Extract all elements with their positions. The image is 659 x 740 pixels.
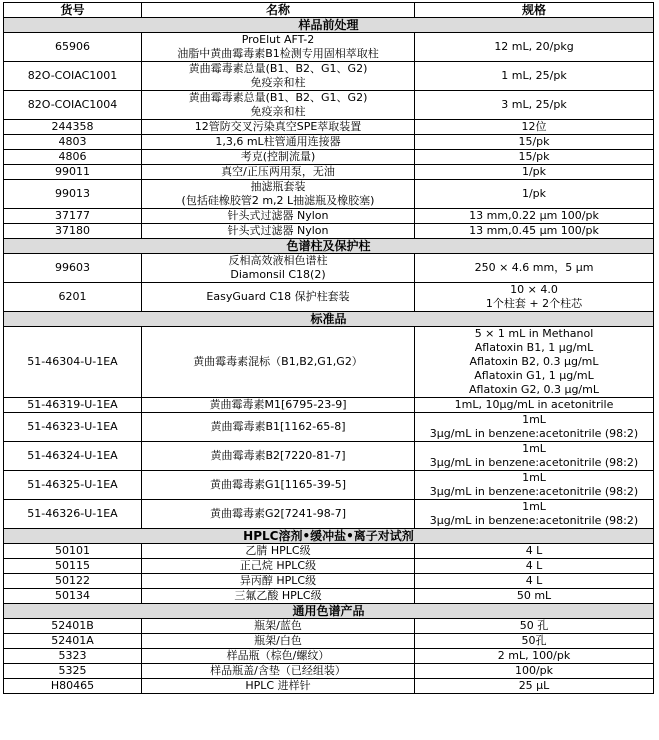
product-spec xyxy=(415,254,654,283)
table-row xyxy=(4,442,654,471)
item-number: 50122 xyxy=(4,574,142,589)
header-name: 名称 xyxy=(142,3,415,18)
product-spec xyxy=(415,165,654,180)
product-name xyxy=(142,589,415,604)
item-number: 51-46324-U-1EA xyxy=(4,442,142,471)
section-row xyxy=(4,18,654,33)
product-name xyxy=(142,442,415,471)
item-number: 52401A xyxy=(4,634,142,649)
section-row xyxy=(4,529,654,544)
product-name xyxy=(142,283,415,312)
table-row xyxy=(4,224,654,239)
table-row xyxy=(4,589,654,604)
product-spec-line: 13 mm,0.22 μm 100/pk xyxy=(469,209,599,222)
product-spec xyxy=(415,559,654,574)
table-row xyxy=(4,180,654,209)
table-body xyxy=(4,18,654,694)
item-number: 99011 xyxy=(4,165,142,180)
product-spec-line: Aflatoxin G1, 1 μg/mL xyxy=(474,369,594,382)
product-spec xyxy=(415,471,654,500)
product-name xyxy=(142,135,415,150)
table-row xyxy=(4,283,654,312)
product-name-line: ProElut AFT-2 xyxy=(241,33,315,46)
table-row xyxy=(4,254,654,283)
table-row xyxy=(4,150,654,165)
item-number: 5323 xyxy=(4,649,142,664)
product-spec-line: 250 × 4.6 mm，5 μm xyxy=(474,261,594,274)
table-row xyxy=(4,33,654,62)
product-spec xyxy=(415,327,654,398)
product-name xyxy=(142,150,415,165)
product-spec xyxy=(415,442,654,471)
table-row xyxy=(4,398,654,413)
product-spec xyxy=(415,180,654,209)
item-number: 82O-COIAC1001 xyxy=(4,62,142,91)
product-spec-line: 3μg/mL in benzene:acetonitrile (98:2) xyxy=(429,485,639,498)
product-name xyxy=(142,224,415,239)
item-number: 50134 xyxy=(4,589,142,604)
product-spec xyxy=(415,120,654,135)
product-spec-line: Aflatoxin B1, 1 μg/mL xyxy=(474,341,594,354)
product-name-line: (包括硅橡胶管2 m,2 L抽滤瓶及橡胶塞) xyxy=(181,194,375,207)
product-name-line: HPLC 进样针 xyxy=(245,679,311,692)
product-name xyxy=(142,544,415,559)
product-spec xyxy=(415,664,654,679)
product-name xyxy=(142,471,415,500)
product-spec-line: 50 mL xyxy=(516,589,552,602)
product-name xyxy=(142,209,415,224)
product-name-line: 黄曲霉毒素B2[7220-81-7] xyxy=(210,449,346,462)
product-name-line: 12管防交叉污染真空SPE萃取装置 xyxy=(194,120,362,133)
product-name xyxy=(142,574,415,589)
item-number: H80465 xyxy=(4,679,142,694)
product-spec-line: 3μg/mL in benzene:acetonitrile (98:2) xyxy=(429,456,639,469)
product-spec xyxy=(415,33,654,62)
item-number: 4806 xyxy=(4,150,142,165)
product-spec-line: 1个柱套 + 2个柱芯 xyxy=(485,297,583,310)
section-title: 通用色谱产品 xyxy=(4,604,654,619)
product-spec-line: 1mL, 10μg/mL in acetonitrile xyxy=(454,398,614,411)
product-spec xyxy=(415,544,654,559)
section-title: 色谱柱及保护柱 xyxy=(4,239,654,254)
product-spec xyxy=(415,413,654,442)
product-name xyxy=(142,180,415,209)
product-spec-line: 100/pk xyxy=(514,664,554,677)
product-spec-line: 3μg/mL in benzene:acetonitrile (98:2) xyxy=(429,427,639,440)
product-name-line: 瓶架/蓝色 xyxy=(254,619,302,632)
product-spec xyxy=(415,91,654,120)
table-row xyxy=(4,91,654,120)
table-row xyxy=(4,574,654,589)
section-title: HPLC溶剂•缓冲盐•离子对试剂 xyxy=(4,529,654,544)
product-name-line: 油脂中黄曲霉毒素B1检测专用固相萃取柱 xyxy=(177,47,379,60)
table-row xyxy=(4,634,654,649)
product-spec xyxy=(415,283,654,312)
product-spec-line: 1mL xyxy=(522,500,546,513)
product-name-line: 1,3,6 mL柱管通用连接器 xyxy=(215,135,341,148)
product-name-line: 免疫亲和柱 xyxy=(250,105,306,118)
section-row xyxy=(4,312,654,327)
product-spec xyxy=(415,634,654,649)
product-spec-line: 3μg/mL in benzene:acetonitrile (98:2) xyxy=(429,514,639,527)
product-name-line: 瓶架/白色 xyxy=(254,634,302,647)
table-row xyxy=(4,500,654,529)
product-spec-line: 12 mL, 20/pkg xyxy=(494,40,574,53)
product-spec-line: 4 L xyxy=(525,574,543,587)
product-name-line: 黄曲霉毒素混标（B1,B2,G1,G2） xyxy=(193,355,363,368)
product-spec xyxy=(415,649,654,664)
product-name-line: 针头式过滤器 Nylon xyxy=(227,209,329,222)
product-spec-line: 1mL xyxy=(522,442,546,455)
item-number: 99013 xyxy=(4,180,142,209)
table-row xyxy=(4,649,654,664)
section-title: 标准品 xyxy=(4,312,654,327)
table-row xyxy=(4,559,654,574)
item-number: 37180 xyxy=(4,224,142,239)
product-spec xyxy=(415,135,654,150)
product-name xyxy=(142,165,415,180)
product-spec xyxy=(415,398,654,413)
product-spec xyxy=(415,500,654,529)
item-number: 99603 xyxy=(4,254,142,283)
product-spec xyxy=(415,574,654,589)
product-spec-line: 4 L xyxy=(525,559,543,572)
item-number: 4803 xyxy=(4,135,142,150)
product-table xyxy=(3,2,654,694)
section-row xyxy=(4,239,654,254)
section-row xyxy=(4,604,654,619)
product-name-line: 针头式过滤器 Nylon xyxy=(227,224,329,237)
product-name-line: 样品瓶盖/含垫（已经组装） xyxy=(210,664,346,677)
item-number: 52401B xyxy=(4,619,142,634)
product-spec xyxy=(415,589,654,604)
item-number: 244358 xyxy=(4,120,142,135)
item-number: 6201 xyxy=(4,283,142,312)
item-number: 5325 xyxy=(4,664,142,679)
header-spec: 规格 xyxy=(415,3,654,18)
product-name xyxy=(142,664,415,679)
product-spec-line: 50 孔 xyxy=(519,619,549,632)
product-spec-line: 1/pk xyxy=(521,165,547,178)
item-number: 37177 xyxy=(4,209,142,224)
product-name-line: 黄曲霉毒素总量(B1、B2、G1、G2) xyxy=(188,91,368,104)
product-spec-line: 3 mL, 25/pk xyxy=(501,98,567,111)
product-name xyxy=(142,649,415,664)
item-number: 82O-COIAC1004 xyxy=(4,91,142,120)
product-spec-line: 1mL xyxy=(522,413,546,426)
product-spec-line: 12位 xyxy=(521,120,547,133)
product-name xyxy=(142,91,415,120)
product-name-line: 黄曲霉毒素总量(B1、B2、G1、G2) xyxy=(188,62,368,75)
product-name-line: Diamonsil C18(2) xyxy=(230,268,326,281)
product-spec-line: 2 mL, 100/pk xyxy=(497,649,571,662)
product-spec-line: 15/pk xyxy=(518,135,550,148)
product-name xyxy=(142,254,415,283)
section-title: 样品前处理 xyxy=(4,18,654,33)
product-name-line: 样品瓶（棕色/螺纹） xyxy=(226,649,330,662)
item-number: 51-46323-U-1EA xyxy=(4,413,142,442)
product-spec-line: 50孔 xyxy=(521,634,547,647)
table-row xyxy=(4,62,654,91)
item-number: 51-46319-U-1EA xyxy=(4,398,142,413)
product-spec-line: 15/pk xyxy=(518,150,550,163)
product-name-line: 黄曲霉毒素G2[7241-98-7] xyxy=(209,507,347,520)
product-name xyxy=(142,619,415,634)
table-row xyxy=(4,209,654,224)
product-spec-line: 10 × 4.0 xyxy=(510,283,558,296)
item-number: 65906 xyxy=(4,33,142,62)
table-row xyxy=(4,120,654,135)
product-spec xyxy=(415,150,654,165)
product-name-line: 正己烷 HPLC级 xyxy=(239,559,317,572)
product-spec-line: 5 × 1 mL in Methanol xyxy=(474,327,594,340)
product-name-line: 反相高效液相色谱柱 xyxy=(228,254,328,267)
table-row xyxy=(4,544,654,559)
table-row xyxy=(4,471,654,500)
product-name-line: 免疫亲和柱 xyxy=(250,76,306,89)
product-name xyxy=(142,559,415,574)
product-name-line: 异丙醇 HPLC级 xyxy=(239,574,317,587)
product-spec-line: 13 mm,0.45 μm 100/pk xyxy=(469,224,599,237)
product-name xyxy=(142,120,415,135)
product-name-line: 乙腈 HPLC级 xyxy=(245,544,311,557)
table-row xyxy=(4,165,654,180)
item-number: 51-46326-U-1EA xyxy=(4,500,142,529)
product-name xyxy=(142,62,415,91)
product-name xyxy=(142,634,415,649)
table-row xyxy=(4,413,654,442)
item-number: 50115 xyxy=(4,559,142,574)
product-name xyxy=(142,398,415,413)
product-name-line: 真空/正压两用泵，无油 xyxy=(221,165,335,178)
item-number: 51-46325-U-1EA xyxy=(4,471,142,500)
product-name-line: 黄曲霉毒素B1[1162-65-8] xyxy=(210,420,346,433)
product-spec xyxy=(415,619,654,634)
table-row xyxy=(4,679,654,694)
item-number: 51-46304-U-1EA xyxy=(4,327,142,398)
product-name-line: 黄曲霉毒素G1[1165-39-5] xyxy=(209,478,347,491)
table-row xyxy=(4,664,654,679)
product-name-line: 黄曲霉毒素M1[6795-23-9] xyxy=(209,398,347,411)
product-spec-line: 25 μL xyxy=(518,679,550,692)
product-name-line: 三氟乙酸 HPLC级 xyxy=(234,589,322,602)
product-name xyxy=(142,413,415,442)
product-name xyxy=(142,33,415,62)
product-name xyxy=(142,327,415,398)
table-row xyxy=(4,135,654,150)
product-spec-line: Aflatoxin G2, 0.3 μg/mL xyxy=(469,383,599,396)
header-row xyxy=(4,3,654,18)
item-number: 50101 xyxy=(4,544,142,559)
table-row xyxy=(4,327,654,398)
product-name-line: 考克(控制流量) xyxy=(240,150,316,163)
product-spec-line: 1mL xyxy=(522,471,546,484)
product-spec-line: 4 L xyxy=(525,544,543,557)
product-spec xyxy=(415,62,654,91)
product-spec-line: Aflatoxin B2, 0.3 μg/mL xyxy=(469,355,599,368)
product-name xyxy=(142,500,415,529)
product-spec-line: 1/pk xyxy=(521,187,547,200)
product-spec-line: 1 mL, 25/pk xyxy=(501,69,567,82)
product-spec xyxy=(415,679,654,694)
product-name-line: 抽滤瓶套装 xyxy=(250,180,306,193)
product-spec xyxy=(415,209,654,224)
product-name xyxy=(142,679,415,694)
product-name-line: EasyGuard C18 保护柱套装 xyxy=(206,290,350,303)
table-row xyxy=(4,619,654,634)
product-spec xyxy=(415,224,654,239)
header-item-no: 货号 xyxy=(4,3,142,18)
